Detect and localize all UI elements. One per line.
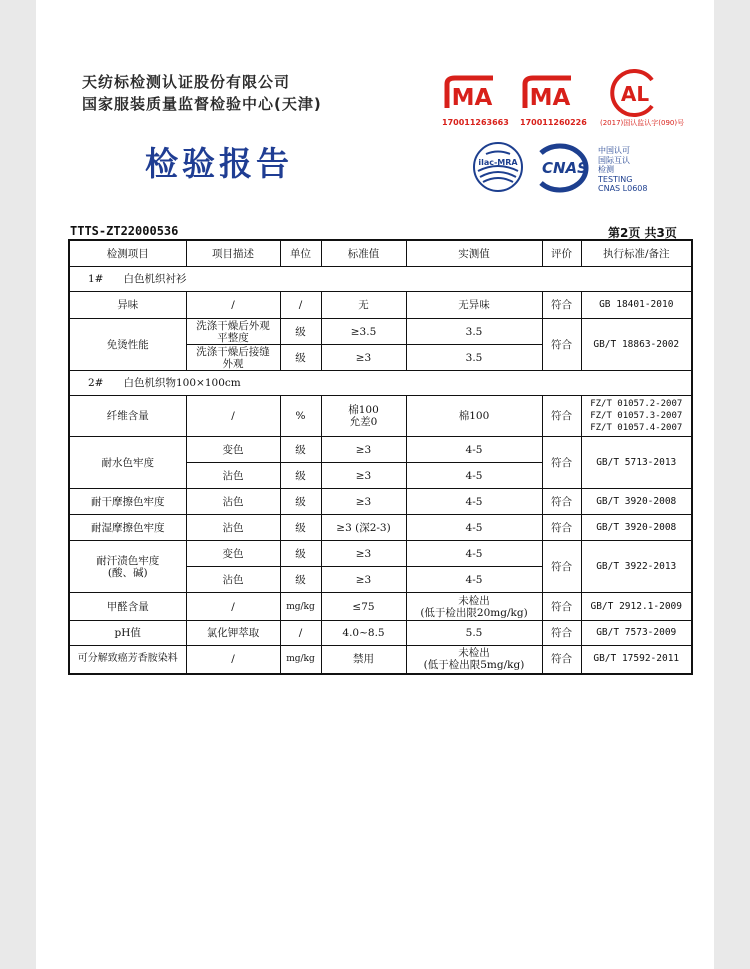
col-header: 标准值 (321, 240, 406, 267)
cell-ref: GB/T 17592-2011 (581, 646, 692, 674)
col-header: 项目描述 (186, 240, 280, 267)
table-row (69, 646, 692, 674)
cell-eval: 符合 (542, 489, 581, 515)
cell-eval: 符合 (542, 437, 581, 489)
cal-text: AL (620, 82, 650, 106)
cell-value: 未检出 (低于检出限20mg/kg) (406, 593, 542, 621)
cell-value: 3.5 (406, 319, 542, 345)
cell-value: 无异味 (406, 292, 542, 319)
table-row (69, 437, 692, 463)
cell-item: 免烫性能 (69, 319, 186, 371)
col-header: 单位 (280, 240, 321, 267)
cell-standard: ≥3 (321, 541, 406, 567)
cal-number: (2017)国认监认字(090)号 (600, 119, 685, 127)
col-header: 实测值 (406, 240, 542, 267)
cell-ref: GB 18401-2010 (581, 292, 692, 319)
table-row (69, 489, 692, 515)
cell-standard: ≥3 (321, 489, 406, 515)
cma-text-1: MA (451, 85, 493, 111)
cell-ref: GB/T 3920-2008 (581, 489, 692, 515)
col-header: 执行标准/备注 (581, 240, 692, 267)
cell-unit: 级 (280, 463, 321, 489)
cell-desc: / (186, 292, 280, 319)
table-row (69, 541, 692, 567)
cell-unit: 级 (280, 319, 321, 345)
company-name: 天纺标检测认证股份有限公司 (82, 73, 291, 91)
cell-ref: GB/T 2912.1-2009 (581, 593, 692, 621)
ilac-mra-text: ilac-MRA (478, 158, 518, 167)
cnas-logo (533, 141, 595, 193)
cell-standard: ≥3 (321, 463, 406, 489)
cell-eval: 符合 (542, 621, 581, 646)
cell-standard: 无 (321, 292, 406, 319)
cell-standard: ≥3 (深2-3) (321, 515, 406, 541)
col-header: 检测项目 (69, 240, 186, 267)
cell-item: 纤维含量 (69, 396, 186, 437)
cell-desc: / (186, 396, 280, 437)
section-row (69, 371, 692, 396)
cma-number-1: 170011263663 (442, 118, 509, 127)
table-row (69, 396, 692, 437)
cell-eval: 符合 (542, 646, 581, 674)
cell-ref: GB/T 18863-2002 (581, 319, 692, 371)
cell-item: 耐水色牢度 (69, 437, 186, 489)
page-indicator: 第2页 共3页 (608, 226, 677, 240)
cell-eval: 符合 (542, 541, 581, 593)
cell-value: 未检出 (低于检出限5mg/kg) (406, 646, 542, 674)
cell-item: 异味 (69, 292, 186, 319)
cell-unit: 级 (280, 515, 321, 541)
cal-logo (606, 66, 662, 118)
cell-unit: 级 (280, 541, 321, 567)
cell-ref: GB/T 5713-2013 (581, 437, 692, 489)
cell-item: 可分解致癌芳香胺染料 (69, 646, 186, 674)
cell-unit: 级 (280, 345, 321, 371)
cell-ref: GB/T 3920-2008 (581, 515, 692, 541)
section-label-2: 2# 白色机织物100×100cm (69, 371, 692, 396)
cell-item: pH值 (69, 621, 186, 646)
report-title: 检验报告 (145, 144, 293, 183)
cell-eval: 符合 (542, 292, 581, 319)
cell-unit: mg/kg (280, 646, 321, 674)
cell-eval: 符合 (542, 396, 581, 437)
cnas-caption: 中国认可 国际互认 检测 TESTING CNAS L0608 (598, 146, 648, 193)
cell-desc: 变色 (186, 437, 280, 463)
table-row (69, 515, 692, 541)
cell-standard: ≥3.5 (321, 319, 406, 345)
section-label-1: 1# 白色机织衬衫 (69, 267, 692, 292)
table-row (69, 593, 692, 621)
report-number: TTTS-ZT22000536 (70, 224, 179, 238)
cell-ref: FZ/T 01057.2-2007 FZ/T 01057.3-2007 FZ/T 01057.4-2007 (581, 396, 692, 437)
cell-standard: ≥3 (321, 437, 406, 463)
table-header-row (69, 240, 692, 267)
test-results-table (68, 239, 693, 675)
table-row (69, 621, 692, 646)
cell-item: 耐湿摩擦色牢度 (69, 515, 186, 541)
cell-standard: ≤75 (321, 593, 406, 621)
col-header: 评价 (542, 240, 581, 267)
table-row (69, 319, 692, 345)
cell-value: 4-5 (406, 463, 542, 489)
cell-item: 耐干摩擦色牢度 (69, 489, 186, 515)
cma-logo-2 (519, 74, 577, 114)
cell-desc: 沾色 (186, 463, 280, 489)
cell-item: 甲醛含量 (69, 593, 186, 621)
cell-value: 4-5 (406, 567, 542, 593)
cell-standard: 禁用 (321, 646, 406, 674)
cell-desc: 氯化钾萃取 (186, 621, 280, 646)
cell-desc: 沾色 (186, 567, 280, 593)
cell-value: 4-5 (406, 541, 542, 567)
cnas-text: CNAS (542, 159, 588, 177)
cell-value: 5.5 (406, 621, 542, 646)
center-name: 国家服装质量监督检验中心(天津) (82, 95, 322, 113)
cell-unit: 级 (280, 567, 321, 593)
cma-text-2: MA (529, 85, 571, 111)
cell-ref: GB/T 3922-2013 (581, 541, 692, 593)
cell-desc: 洗涤干燥后外观 平整度 (186, 319, 280, 345)
cell-desc: 沾色 (186, 489, 280, 515)
cma-number-2: 170011260226 (520, 118, 587, 127)
cell-unit: 级 (280, 437, 321, 463)
section-row (69, 267, 692, 292)
ilac-mra-logo (472, 141, 524, 193)
cell-desc: 洗涤干燥后接缝 外观 (186, 345, 280, 371)
cell-eval: 符合 (542, 319, 581, 371)
table-row (69, 292, 692, 319)
cell-eval: 符合 (542, 515, 581, 541)
cell-desc: 沾色 (186, 515, 280, 541)
cell-standard: 棉100 允差0 (321, 396, 406, 437)
cell-desc: / (186, 593, 280, 621)
cell-desc: 变色 (186, 541, 280, 567)
cell-value: 4-5 (406, 437, 542, 463)
cell-ref: GB/T 7573-2009 (581, 621, 692, 646)
cell-unit: 级 (280, 489, 321, 515)
cell-standard: 4.0~8.5 (321, 621, 406, 646)
cell-standard: ≥3 (321, 567, 406, 593)
cell-value: 4-5 (406, 515, 542, 541)
cell-value: 4-5 (406, 489, 542, 515)
cell-unit: / (280, 621, 321, 646)
cell-standard: ≥3 (321, 345, 406, 371)
cell-item: 耐汗渍色牢度 (酸、碱) (69, 541, 186, 593)
cell-unit: mg/kg (280, 593, 321, 621)
cell-unit: % (280, 396, 321, 437)
cell-eval: 符合 (542, 593, 581, 621)
cell-desc: / (186, 646, 280, 674)
cell-value: 3.5 (406, 345, 542, 371)
cma-logo-1 (441, 74, 499, 114)
cell-unit: / (280, 292, 321, 319)
cell-value: 棉100 (406, 396, 542, 437)
